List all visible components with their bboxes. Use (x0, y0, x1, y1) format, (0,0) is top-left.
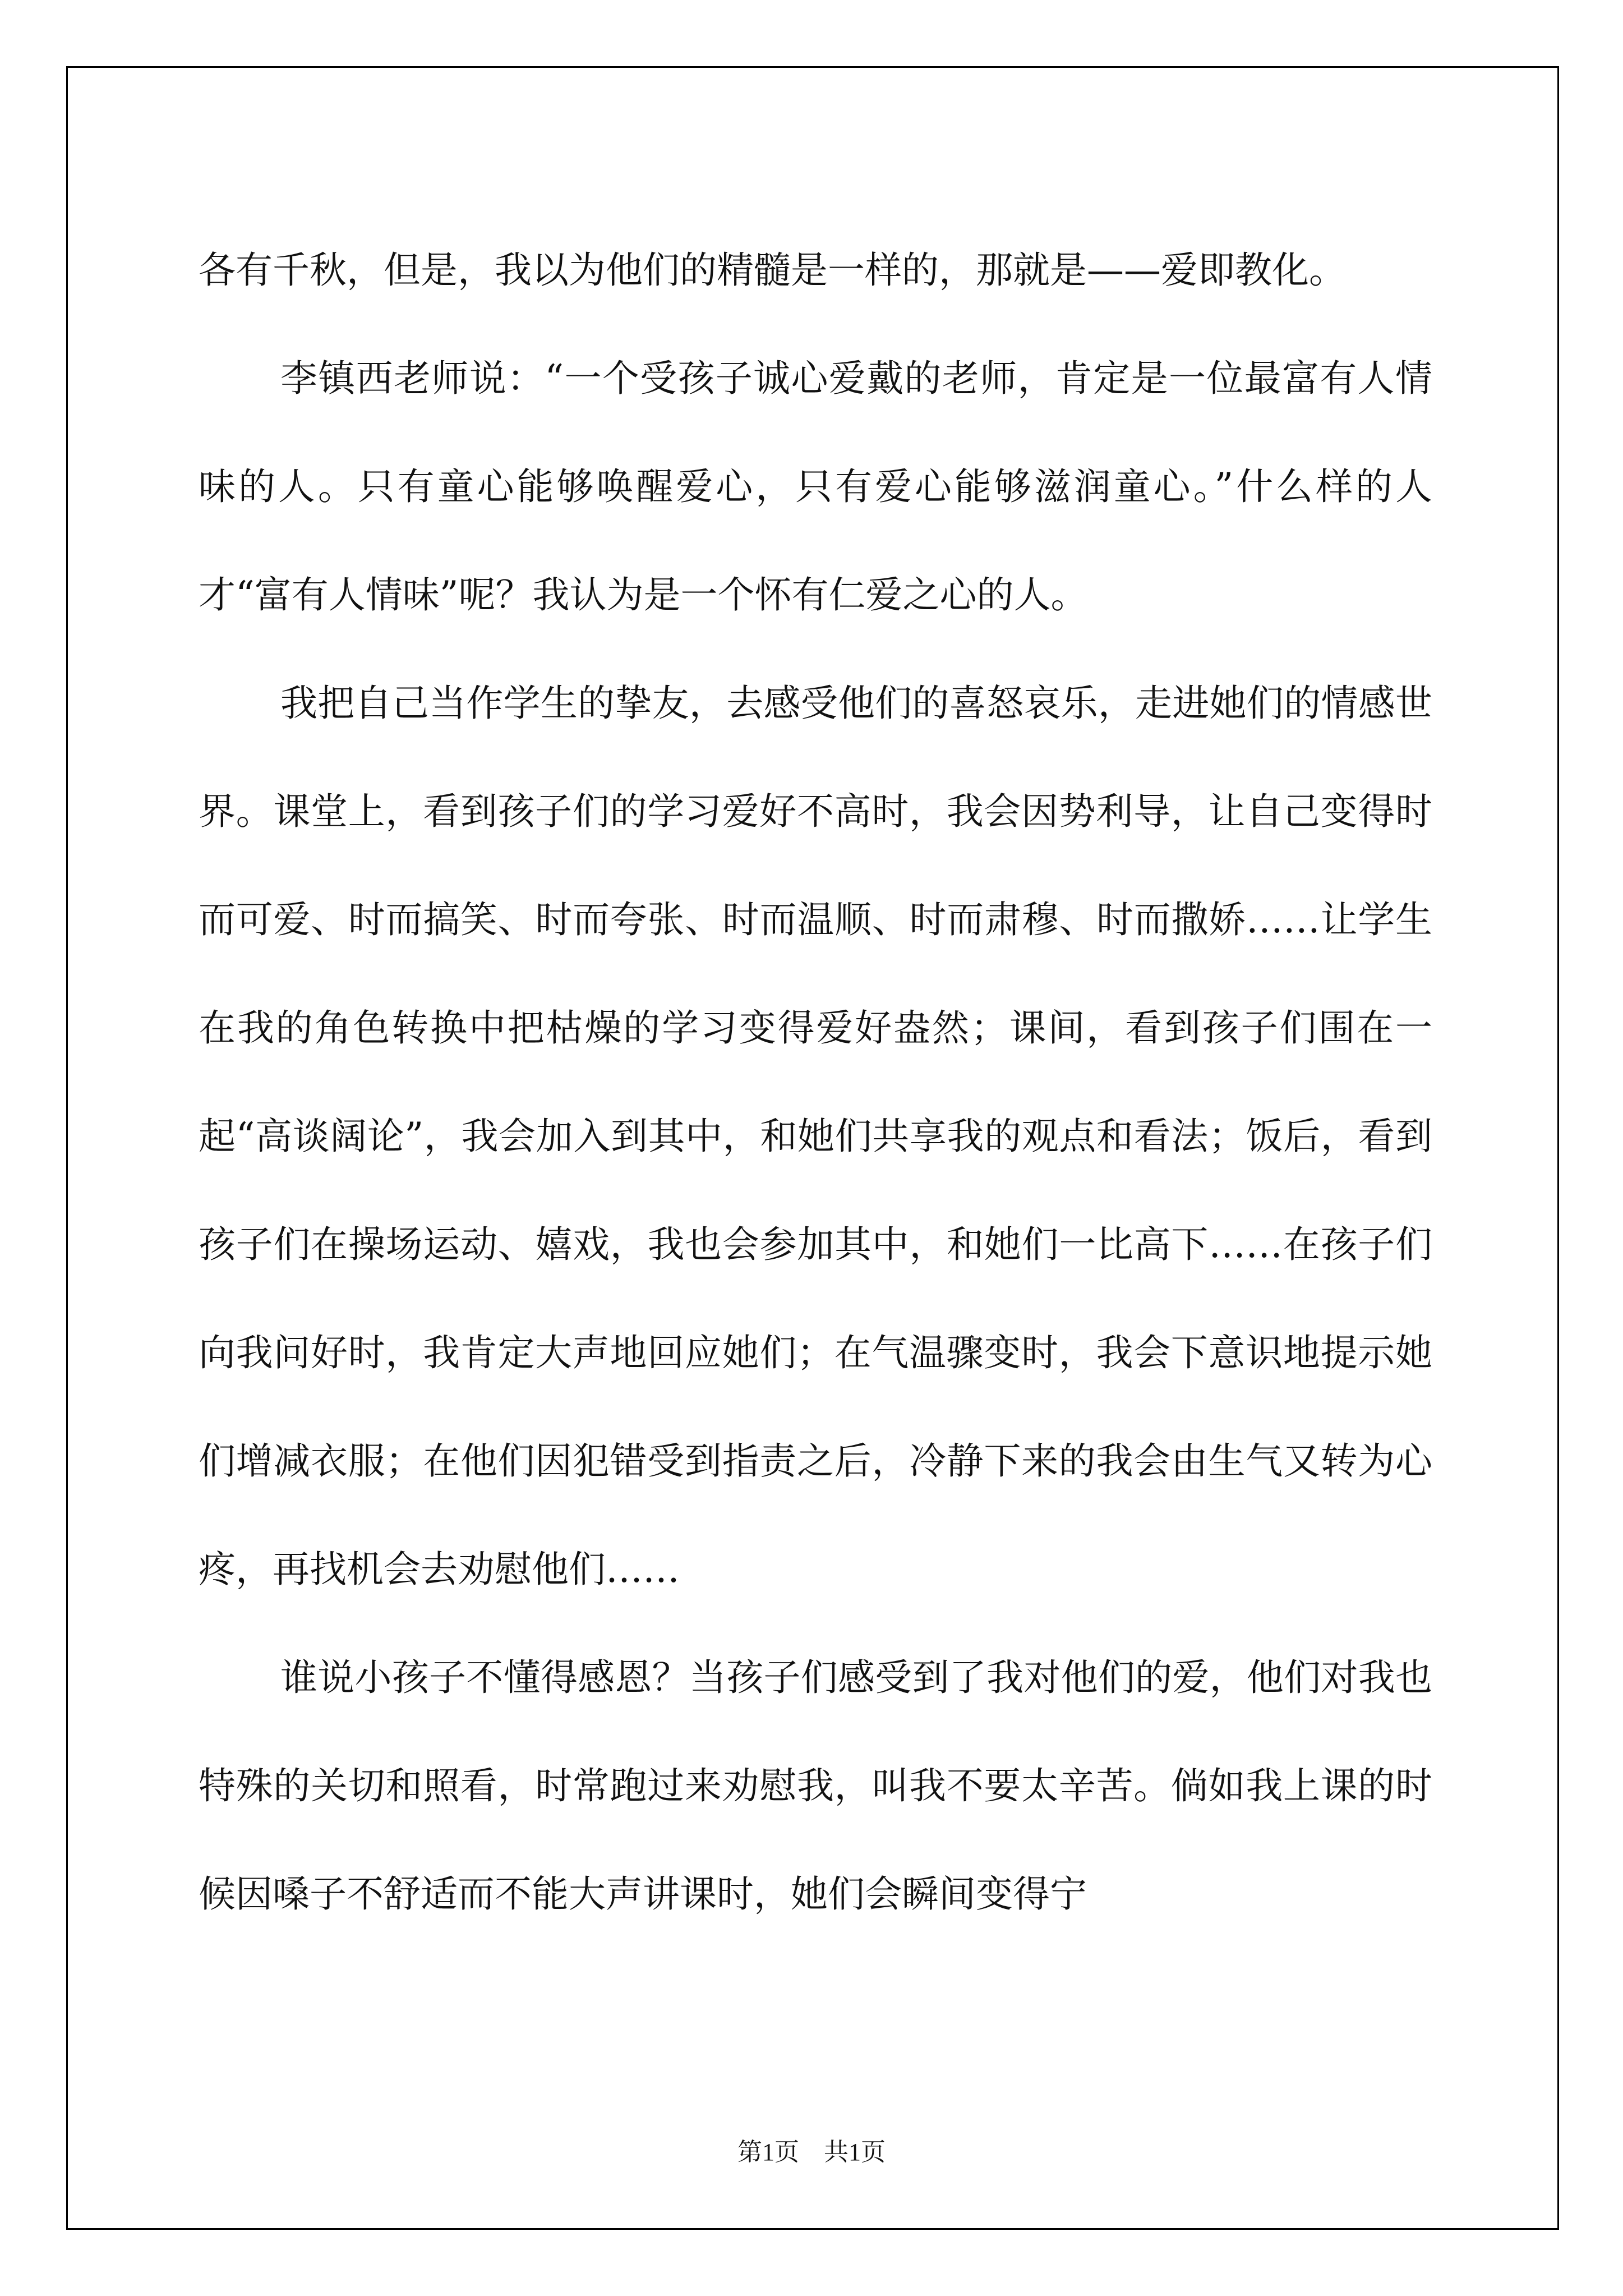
paragraph-3: 我把自己当作学生的挚友，去感受他们的喜怒哀乐，走进她们的情感世界。课堂上，看到孩子们的学习爱好不高时，我会因势利导，让自己变得时而可爱、时而搞笑、时而夸张、时而温顺、时而肃穆、时而撒娇……让学生在我的角色转换中把枯燥的学习变得爱好盎然；课间，看到孩子们围在一起“高谈阔论”，我会加入到其中，和她们共享我的观点和看法；饭后，看到孩子们在操场运动、嬉戏，我也会参加其中，和她们一比高下……在孩子们向我问好时，我肯定大声地回应她们；在气温骤变时，我会下意识地提示她们增减衣服；在他们因犯错受到指责之后，冷静下来的我会由生气又转为心疼，再找机会去劝慰他们…… (199, 682, 1432, 1591)
document-body (199, 216, 1432, 1948)
paragraph-2: 李镇西老师说：“一个受孩子诚心爱戴的老师，肯定是一位最富有人情味的人。只有童心能够唤醒爱心，只有爱心能够滋润童心。”什么样的人才“富有人情味”呢？我认为是一个怀有仁爱之心的人。 (199, 357, 1432, 616)
paragraph-4: 谁说小孩子不懂得感恩？当孩子们感受到了我对他们的爱，他们对我也特殊的关切和照看，时常跑过来劝慰我，叫我不要太辛苦。倘如我上课的时候因嗓子不舒适而不能大声讲课时，她们会瞬间变得宁 (199, 1656, 1432, 1916)
page-footer: 第1页 共1页 (737, 2138, 886, 2166)
paragraph-1: 各有千秋，但是，我以为他们的精髓是一样的，那就是——爱即教化。 (199, 249, 1346, 292)
